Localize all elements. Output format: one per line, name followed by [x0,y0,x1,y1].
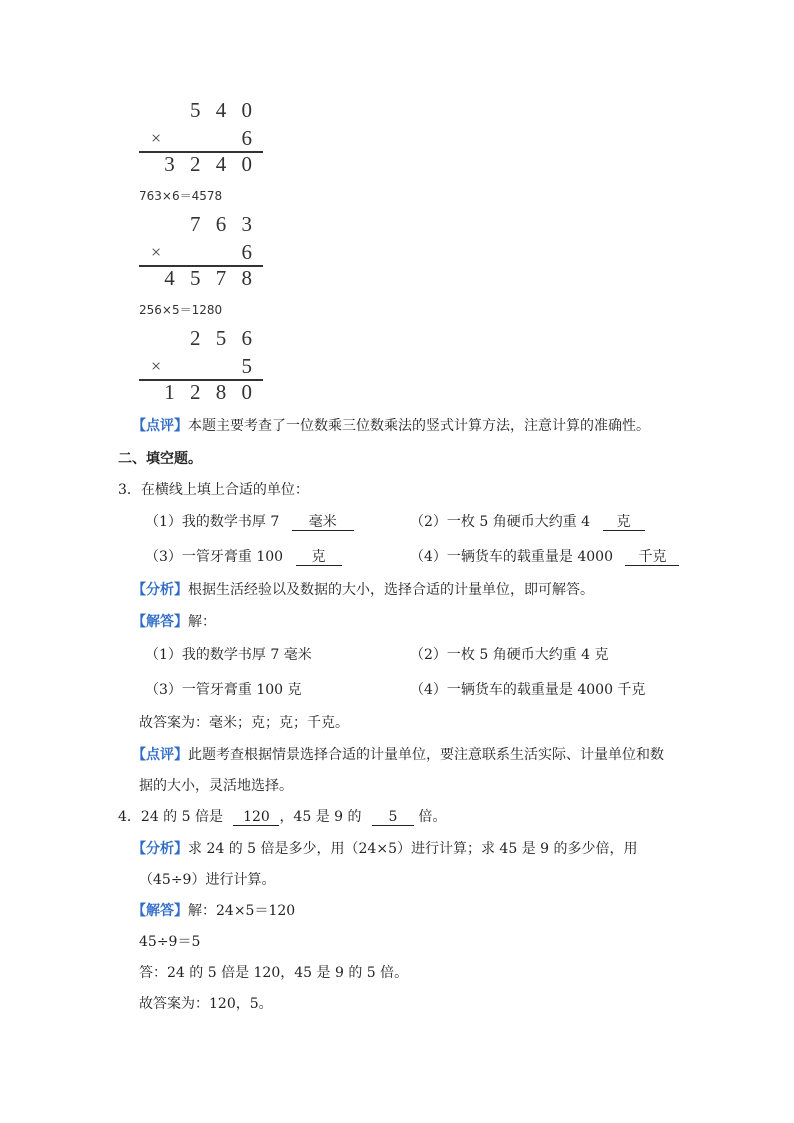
product: 3 2 4 0 [164,152,257,176]
q3-solution-2: （2）一枚 5 角硬币大约重 4 克 [410,647,609,663]
q3-item-1: （1）我的数学书厚 7 毫米 [145,511,354,531]
multiplier: 5 [241,354,257,378]
q4-solution-line1: 【解答】解：24×5＝120 [132,903,296,919]
vertical-multiplication-763x6 [139,212,263,294]
review-1 [132,415,650,435]
q3-final-answer: 故答案为：毫米；克；克；千克。 [139,715,349,731]
multiplicand: 5 4 0 [190,98,257,122]
q3-solution-4: （4）一辆货车的载重量是 4000 千克 [410,682,646,698]
q4-solution-line2: 45÷9＝5 [139,934,201,950]
review-tag: 【点评】 [132,418,188,434]
q3-review-line1: 【点评】此题考查根据情景选择合适的计量单位，要注意联系生活实际、计量单位和数 [132,747,664,763]
multiplier: 6 [241,240,257,264]
section-title: 二、填空题。 [118,451,202,467]
vertical-multiplication-256x5 [139,326,263,408]
answer-blank: 克 [603,514,645,531]
answer-blank: 120 [233,809,279,826]
q3-item-3: （3）一管牙膏重 100 克 [145,546,342,566]
multiplicand: 2 5 6 [190,326,257,350]
equation-256x5: 256×5＝1280 [139,303,223,317]
q4-analysis-line2: （45÷9）进行计算。 [139,872,276,888]
question-3-stem: 3．在横线上填上合适的单位： [118,482,309,498]
q3-item-4: （4）一辆货车的载重量是 4000 千克 [410,546,679,566]
review-text: 本题主要考查了一位数乘三位数乘法的竖式计算方法，注意计算的准确性。 [188,418,650,434]
answer-blank: 5 [372,809,414,826]
multiplier: 6 [241,126,257,150]
vertical-multiplication-540x6 [139,98,263,180]
times-sign: × [151,242,162,262]
q3-solution-3: （3）一管牙膏重 100 克 [145,682,302,698]
equation-763x6: 763×6＝4578 [139,189,223,203]
q4-answer: 答：24 的 5 倍是 120，45 是 9 的 5 倍。 [139,965,409,981]
question-4-stem: 4．24 的 5 倍是 120 ，45 是 9 的 5 倍。 [118,809,447,825]
times-sign: × [151,128,162,148]
answer-blank: 克 [296,549,342,566]
product: 1 2 8 0 [164,380,257,404]
q3-solution-head: 【解答】解： [132,614,216,630]
answer-blank: 毫米 [292,514,354,531]
multiplicand: 7 6 3 [190,212,257,236]
answer-blank: 千克 [625,549,679,566]
product: 4 5 7 8 [164,266,257,290]
q3-review-line2: 据的大小，灵活地选择。 [139,778,293,794]
q3-analysis: 【分析】根据生活经验以及数据的大小，选择合适的计量单位，即可解答。 [132,582,594,598]
q4-final-answer: 故答案为：120，5。 [139,996,273,1012]
q3-solution-1: （1）我的数学书厚 7 毫米 [145,647,312,663]
q4-analysis-line1: 【分析】求 24 的 5 倍是多少，用（24×5）进行计算；求 45 是 9 的多少倍，用 [132,841,638,857]
times-sign: × [151,356,162,376]
q3-item-2: （2）一枚 5 角硬币大约重 4 克 [410,511,645,531]
